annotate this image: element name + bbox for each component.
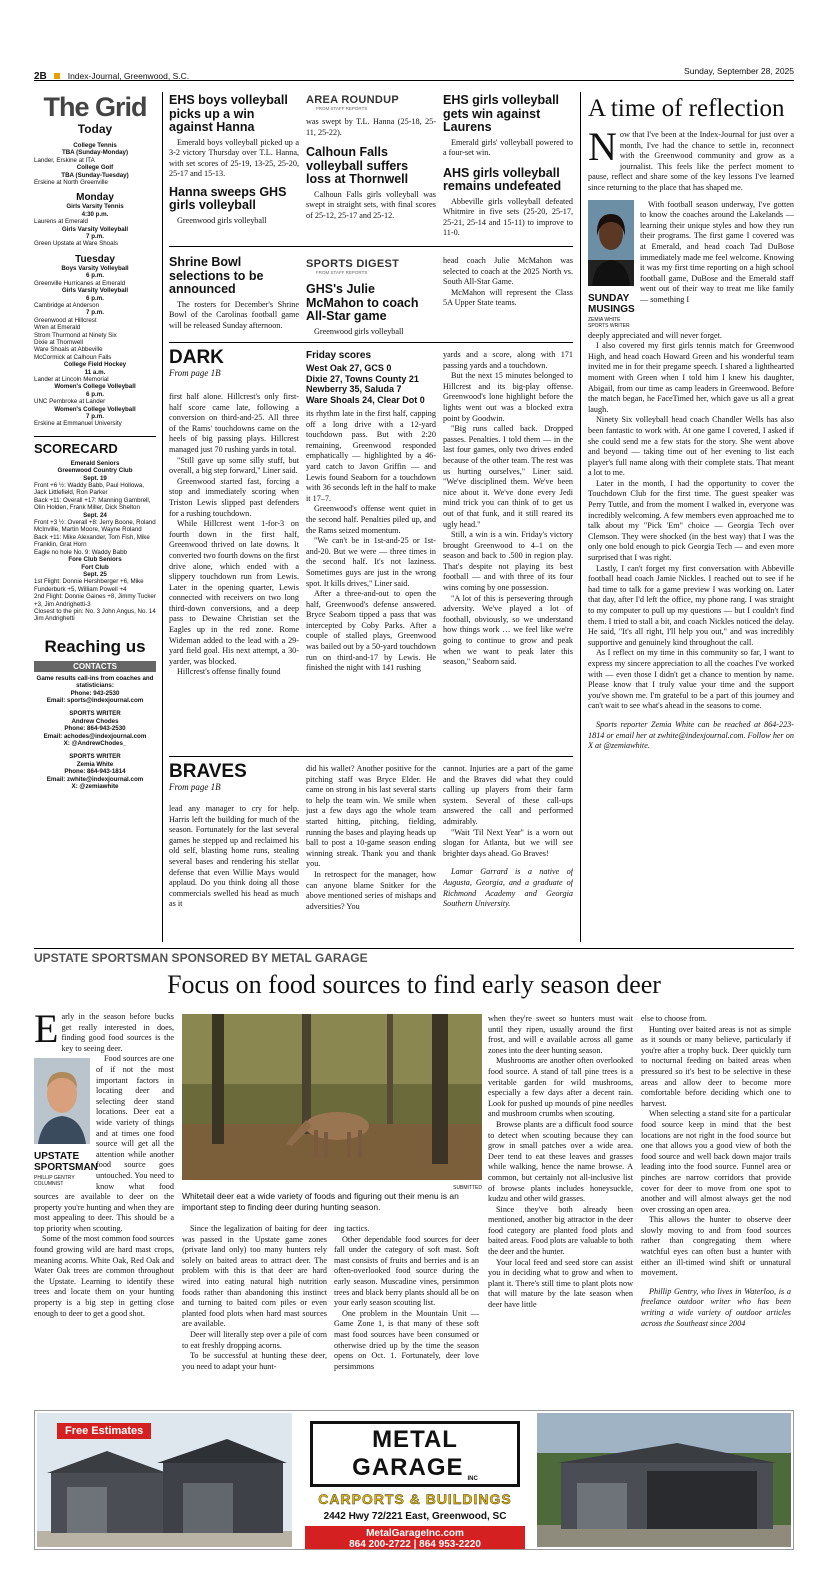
grid-line: College Golf	[76, 164, 114, 172]
column-article	[588, 94, 794, 942]
grid-line: Cambridge at Anderson	[34, 301, 100, 309]
braves-col-3	[443, 764, 573, 942]
grid-line: Lander at Lincoln Memorial	[34, 375, 109, 383]
ad-website-link[interactable]: MetalGarageInc.com	[366, 1528, 464, 1539]
brand-logo	[310, 1421, 520, 1487]
digest-headline-1: Shrine Bowl selections to be announced	[169, 256, 264, 296]
grid-line: Tuesday	[75, 253, 115, 265]
dark-title: DARK	[169, 348, 224, 368]
roundup-text-5: Abbeville girls volleyball defeated Whitmire in five sets (25-20, 25-17, 25-21, 25-14 and 15-11) to improve to 11-0.	[443, 196, 573, 238]
upstate-paragraph: This allows the hunter to observe deer slowly moving to and from food sources rather than congregating them where watchful eyes can often bust a hunter with either an ill-timed wind shift or unnatural movement.	[641, 1215, 791, 1278]
upstate-banner: UPSTATE SPORTSMAN SPONSORED BY METAL GARAGE	[34, 951, 368, 965]
braves-paragraph: lead any manager to cry for help. Harris left the building for much of the season. Fortunately for the last several games he stepped up and reclaimed his old self, blasting home runs, stealing several bases and rendering his stellar defense that even Willie Mays would applaud. Do you think doing all those commercials swelled his head as much as it	[169, 804, 299, 909]
free-estimates-badge: Free Estimates	[57, 1423, 151, 1439]
dark-paragraph: But the next 15 minutes belonged to Hillcrest and its big-play offense. Greenwood's lone highlight before the lights went out was a blocked extra point by Goodwin.	[443, 371, 573, 423]
grid-line: 7 p.m.	[86, 413, 104, 420]
grid-line: 6 p.m.	[86, 294, 104, 302]
dark-paragraph: "A lot of this is persevering through adversity. We've played a lot of football, obviously, so we understand how things work … we feel like we're going to continue to grow and peak when we want to peak later this season," Seaborn said.	[443, 593, 573, 667]
scorecard-line: Front +6 ½: Waddy Babb, Paul Hollowa, Jack Littlefield, Ron Parker	[34, 482, 144, 497]
deer-photo	[182, 1014, 482, 1180]
column-paragraph: Later in the month, I had the opportunity to cover the Touchdown Club for the first time. The guest speaker was Perry Tuttle, and from the moment I walked in, everyone was incredibly welcoming. A few members even approached me to talk about my "Pick 'Em" choice — Georgia Tech over Clemson. They were shocked (in the best way) that I was the only one bold enough to pick Georgia Tech — and even more surprised that I was right.	[588, 478, 794, 563]
zemia-white-photo	[588, 200, 634, 286]
upstate-col-5	[641, 1014, 791, 1400]
digest-text-1: The rosters for December's Shrine Bowl of the Carolinas football game will be released Sunday afternoon.	[169, 299, 299, 330]
contact-line: Email: achodes@indexjournal.com	[43, 732, 147, 740]
contact-line: Game results call-ins from coaches and statisticians:	[36, 674, 154, 690]
ad-tagline: CARPORTS & BUILDINGS	[318, 1491, 512, 1507]
braves-jump: From page 1B	[169, 782, 221, 792]
roundup-sublabel: FROM STAFF REPORTS	[316, 106, 368, 111]
grid-line: Women's College Volleyball	[54, 383, 136, 391]
score-line: West Oak 27, GCS 0	[306, 363, 392, 373]
braves-title: BRAVES	[169, 762, 247, 782]
digest-text-4: McMahon will represent the Class 5A Upper State teams.	[443, 287, 573, 308]
brand-name: METAL GARAGE	[352, 1426, 464, 1481]
braves-paragraph: cannot. Injuries are a part of the game and the Braves did what they could calling up players from their farm system. Several of these call-ups answered the call and performed admirably.	[443, 764, 573, 826]
grid-line: Boys Varsity Volleyball	[61, 264, 129, 272]
grid-line: Girls Varsity Volleyball	[61, 287, 129, 295]
digest-text-3: head coach Julie McMahon was selected to coach at the 2025 North vs. South All-Star Game.	[443, 256, 573, 287]
column-paragraph: Lastly, I can't forget my first conversation with Abbeville football head coach Jamie Nickles. I reached out to see if he had time to talk for a game preview I was working on. Later that day, after I'd left the office, my phone rang. I was straight to my computer to pull up my questions — but I couldn't find them. I tried to stall a bit, and coach Nickles noticed the delay. He said, "It's all right, I'll help you out," and was incredibly supportive and genuinely kind throughout the call.	[588, 563, 794, 647]
upstate-col-4	[488, 1014, 633, 1400]
contacts-list	[34, 675, 156, 791]
ad-center	[297, 1413, 533, 1550]
grid-line: Wren at Emerald	[34, 324, 81, 332]
dark-paragraph: Hillcrest's offense finally found	[177, 667, 281, 677]
upstate-paragraph: ing tactics.	[334, 1224, 370, 1233]
phillip-gentry-photo	[34, 1058, 90, 1144]
page-number: 2B	[34, 71, 47, 80]
scorecard-line: Sept. 19	[83, 474, 107, 482]
digest-headline-2: GHS's Julie McMahon to coach All-Star game	[306, 282, 419, 323]
scores-title: Friday scores	[306, 350, 372, 361]
contact-line: Andrew Chodes	[71, 717, 119, 725]
roundup-col-1	[169, 94, 299, 240]
roundup-text-3: Calhoun Falls girls volleyball was swept in straight sets, with final scores of 25-12, 25-17 and 25-12.	[306, 189, 436, 220]
column-paragraph: Ninety Six volleyball head coach Chandler Wells has also been fantastic to work with. At one game I covered, I asked if she could send me a few stats for the story. She went above and beyond — taking time out of her evening to list each player's full name along with their complete stats. That meant a lot to me.	[588, 415, 794, 478]
mug-label: SUNDAY MUSINGS	[588, 292, 635, 315]
roundup-text-2: Greenwood girls volleyball	[177, 215, 267, 225]
column-wrap-text: With football season underway, I've gotten to know the coaches around the Lakelands —learning their unique styles and how they run their programs. The first game I covered was at Emerald, and head coach Tad DuBose immediately made me feel welcome. Knowing it was my first time reporting on a high school football game, DuBose and the Emerald staff went out of their way to treat me like family — something I	[640, 199, 794, 304]
braves-col-1	[169, 762, 299, 942]
grid-line: 4:30 p.m.	[81, 210, 109, 218]
column-lead	[588, 124, 794, 194]
upstate-lead	[34, 1012, 174, 1054]
roundup-headline-3: Calhoun Falls volleyball suffers loss at Thornwell	[306, 145, 409, 187]
score-line: Dixie 27, Towns County 21	[306, 373, 419, 384]
contacts-bar: CONTACTS	[34, 661, 156, 672]
building-photo-right	[537, 1413, 791, 1547]
score-line: Ware Shoals 24, Clear Dot 0	[306, 394, 425, 405]
upstate-mug-label: UPSTATE SPORTSMAN	[34, 1151, 98, 1174]
grid-line: College Field Hockey	[63, 361, 127, 369]
scorecard-line: Sept. 24	[83, 511, 107, 519]
digest-label: SPORTS DIGEST	[306, 258, 400, 270]
contact-line: Phone: 864-943-2530	[64, 725, 126, 733]
grid-line: Monday	[76, 192, 114, 204]
grid-schedule	[34, 142, 156, 428]
contact-line: SPORTS WRITER	[69, 753, 121, 761]
roundup-col-2	[306, 94, 436, 240]
brand-inc: INC	[467, 1476, 478, 1482]
contact-line: Email: zwhite@indexjournal.com	[46, 775, 144, 783]
contact-line: Email: sports@indexjournal.com	[46, 696, 144, 704]
upstate-mug-name: PHILLIP GENTRY	[34, 1175, 75, 1182]
scorecard-line: Back +11: Overall +17: Manning Gambrell, Olin Holden, Frank Miller, Dick Shelton	[34, 496, 151, 512]
photo-caption: Whitetail deer eat a wide variety of foods and figuring out their menu is an important step to finding deer during hunting season.	[182, 1191, 459, 1212]
grid-line: College Tennis	[73, 142, 117, 149]
braves-paragraph: "Wait 'Til Next Year" is a worn out slogan for Atlanta, but we will see brighter days ahead. Go Braves!	[443, 827, 573, 858]
column-paragraph: As I reflect on my time in this community so far, I want to express my sincere appreciation to all the coaches I've worked with — even those I didn't get a chance to mention by name. Please know that I truly value your time and the support you've shown me. I'm grateful to be a part of this journey and can't wait to see what's ahead in the seasons to come.	[588, 648, 794, 711]
grid-line: Ware Shoals at Abbeville	[34, 346, 103, 354]
scorecard-line: Front +3 ½: Overall +8: Jerry Boone, Roland McInville, Martin Moore, Wayne Roland	[34, 519, 156, 534]
grid-line: TBA (Sunday-Tuesday)	[61, 171, 129, 179]
scorecard-line: Emerald Seniors	[70, 459, 120, 467]
dark-paragraph: "Still gave up some silly stuff, but overall, a big step forward," Liner said.	[169, 455, 299, 476]
dark-paragraph: "Big runs called back. Dropped passes. Penalties. I told them — in the last four games, only two drives ended because of the other team. The rest was us hurting ourselves," Liner said. "We've disciplined them. We've been nice about it. We've done every Jedi mind trick you can think of to get us out of that funk, and it still reared its ugly head."	[443, 424, 573, 529]
upstate-mug-role: COLUMNIST	[34, 1181, 64, 1188]
grid-line: Laurens at Emerald	[34, 218, 88, 226]
upstate-paragraph: When selecting a stand site for a particular food source keep in mind that the best locations are not right in the food source but one that allows you a good view of both the food source and well back down major trails leading into the food source. Funnel area or pinches are narrow corridors that provide cover for deer to move from one spot to another and will almost always get the nod over crossing an open area.	[641, 1109, 791, 1214]
upstate-lead-text: arly in the season before bucks get really interested in does, finding good food sources is the key to seeing deer.	[61, 1012, 174, 1053]
grid-today: Today	[77, 122, 113, 136]
ad-phones: 864 200-2722 | 864 953-2220	[349, 1539, 481, 1550]
scorecard-line: Greenwood Country Club	[57, 467, 133, 475]
ad-address: 2442 Hwy 72/221 East, Greenwood, SC	[323, 1511, 507, 1522]
dark-paragraph: After a three-and-out to open the half, Greenwood's defense answered. Bryce Seaborn tipped a pass that was intercepted by Coby Parks. After a couple of stalled plays, Greenwood was bailed out by a 50-yard touchdown run on third-and-17 by Lewis. He finished the night with 141 rushing	[306, 589, 436, 673]
ad-photo-right	[537, 1413, 791, 1547]
dark-paragraph: yards and a score, along with 171 passing yards and a touchdown.	[443, 350, 573, 370]
dark-paragraph: Greenwood started fast, forcing a stop and immediately scoring when Triston Lewis slipped past defenders for a rushing touchdown.	[169, 476, 299, 518]
roundup-text-1: Emerald boys volleyball picked up a 3-2 victory Thursday over T.L. Hanna, with set scores of 25-19, 13-25, 25-20, 25-17 and 15-13.	[169, 137, 299, 179]
scorecard-line: 2nd Flight: Donnie Gaines +8, Jimmy Tucker +3, Jim Andrighetti-3	[34, 593, 156, 608]
grid-line: Erskine at North Greenville	[34, 179, 108, 187]
digest-sublabel: FROM STAFF REPORTS	[316, 270, 368, 275]
upstate-paragraph: else to choose from.	[641, 1014, 707, 1023]
column-title: A time of reflection	[588, 95, 785, 122]
scorecard-title: SCORECARD	[34, 436, 156, 456]
upstate-mug	[34, 1058, 98, 1188]
grid-line: Women's College Volleyball	[54, 405, 136, 413]
column-mug	[588, 200, 634, 329]
digest-col-3	[443, 256, 573, 340]
grid-line: McCormick at Calhoun Falls	[34, 353, 112, 361]
dark-paragraph: While Hillcrest went 1-for-3 on fourth down in the first half, Greenwood thrived on late downs. It converted two fourth downs on the first drive alone, which ended with a slippery touchdown run from Lewis. Later in the opening quarter, Lewis connected with receivers on two long third-down conversions, and a deep pass to Dewaine Christian set the Eagles up in the red zone. Rome Wideman added to the lead with a 29-yard field goal. His next attempt, a 30-yarder, was blocked.	[169, 519, 299, 666]
page-date: Sunday, September 28, 2025	[684, 66, 794, 76]
dark-paragraph: Greenwood's offense went quiet in the second half. Penalties piled up, and the Rams seized momentum.	[306, 504, 436, 535]
column-dropcap: N	[588, 124, 617, 169]
sidebar	[34, 92, 156, 942]
upstate-paragraph: Since the legalization of baiting for deer was passed in the Upstate game zones (private land only) too many hunters rely solely on baited areas to attract deer. The problem with this is that deer are hard wired into eating natural high nutrition foods rather than abandoning this instinct and turning to baited corn piles or even planted food plots when hard mast sources are available.	[182, 1224, 327, 1329]
contact-line: Phone: 864-943-1814	[64, 768, 126, 776]
ad-contact-box[interactable]	[305, 1526, 525, 1550]
metal-garage-ad	[34, 1410, 794, 1550]
scorecard-line: Fort Club	[81, 563, 109, 571]
braves-col-2	[306, 764, 436, 942]
grid-line: Greenville Hurricanes at Emerald	[34, 279, 126, 287]
braves-paragraph: did his wallet? Another positive for the pitching staff was Bryce Elder. He came on strong in his last several starts to help the team win. We smile when just a few days ago the whole team started hitting, pitching, fielding, running the bases and playing heads up ball to post a 10-game season ending winning streak. Thank you and thank you.	[306, 764, 436, 869]
grid-line: Girls Varsity Tennis	[66, 203, 124, 211]
contact-line: X: @AndrewChodes_	[63, 740, 127, 747]
grid-line: Green Upstate at Ware Shoals	[34, 240, 119, 248]
grid-line: Girls Varsity Volleyball	[61, 225, 129, 233]
grid-line: Strom Thurmond at Ninety Six	[34, 331, 117, 339]
dark-paragraph: first half alone. Hillcrest's only first-half score came late, following a conversion on third-and-25. All three of the Rams' touchdowns came on the heels of big passing plays. Hillcrest managed just 70 rushing yards in total.	[169, 392, 299, 454]
grid-line: 6 p.m.	[86, 272, 104, 280]
upstate-paragraph: One problem in the Mountain Unit — Game Zone 1, is that many of these soft mast food sources have been consumed or otherwise dried up by the time the season opens on Oct. 1. Fortunately, deer love persimmons	[334, 1308, 479, 1371]
column-tagline: Sports reporter Zemia White can be reached at 864-223-1814 or email her at zwhite@indexjournal.com. Follow her on X at @zemiawhite.	[588, 719, 794, 751]
contact-line: X: @zemiawhite	[71, 783, 119, 791]
upstate-paragraph: Deer will literally step over a pile of corn to eat freshly dropping acorns.	[182, 1329, 327, 1350]
column-paragraph: I also covered my first girls tennis match for Greenwood High, and head coach Howard Green and his wonderful team invited me in for their pregame speech. I shared a lighthearted moment with Green when I told him I knew his daughter, Abigail, from our time as camp leaders in Greenwood. Before the match began, he FaceTimed her, which gave us all a great laugh.	[588, 341, 794, 414]
upstate-paragraph: Other dependable food sources for deer fall under the category of soft mast. Soft mast consists of fruits and berries and is an often-overlooked food source during the early season. Muscadine vines, persimmon trees and black berry plants should all be on your early season scouting list.	[334, 1234, 479, 1308]
upstate-paragraph: Hunting over baited areas is not as simple as it sounds or many believe, particularly if you're after a trophy buck. Deer quickly turn to nocturnal feeding on baited areas when pressured so it's best to be selective in these areas and allow deer to become more comfortable before deciding which one to harvest.	[641, 1024, 791, 1108]
grid-line: Dixie at Thornwell	[34, 338, 84, 346]
roundup-label: AREA ROUNDUP	[306, 94, 400, 106]
upstate-paragraph: Mushrooms are another often overlooked food source. A stand of tall pine trees is a veritable garden for wild mushrooms, especially a few days after a decent rain. Look for pushed up mounds of pine needles and mushroom crumbs when scouting.	[488, 1056, 633, 1119]
upstate-paragraph: Food sources are one of if not the most important factors in locating deer and selecting deer stand locations. Deer eat a wide variety of things and at times one food source will get all the attention while another food source goes untouched. You need to know what food sources are available to deer on the property you're hunting and when they are most appealing to deer. This should be a top priority when scouting.	[34, 1054, 174, 1233]
grid-line: Lander, Erskine at ITA	[34, 156, 95, 164]
grid-title: The Grid	[43, 92, 147, 122]
dark-paragraph: "We can't be in 1st-and-25 or 1st-and-20. But we were — three times in the second half. It's not laziness. Sometimes guys are just in the wrong spot. It kills drives," Liner said.	[306, 536, 436, 588]
roundup-col-3	[443, 94, 573, 240]
column-lead-text: ow that I've been at the Index-Journal for just over a month, I've had the chance to settle in, reconnect with the Greenwood community and grow as a journalist. This feels like the perfect moment to pause, reflect and share some of the key lessons I've learned since returning to the place that has shaped me.	[588, 130, 794, 192]
grid-line: 11 a.m.	[84, 368, 106, 376]
header-square-icon	[54, 73, 60, 79]
grid-line: TBA (Sunday-Monday)	[61, 149, 129, 157]
dark-paragraph: its rhythm late in the first half, capping off a long drive with a 12-yard touchdown pass. But with 2:20 remaining, Greenwood responded emphatically — highlighted by a 46-yard catch to Javon Griffin — and Lewis found Seaborn for a touchdown with 36 seconds left in the half to make it 17–7.	[306, 409, 436, 503]
roundup-headline-4: EHS girls volleyball gets win against Laurens	[443, 94, 560, 134]
roundup-headline-5: AHS girls volleyball remains undefeated	[443, 165, 562, 194]
page-header	[34, 66, 794, 80]
grid-line: UNC Pembroke at Lander	[34, 398, 106, 406]
upstate-paragraph: when they're sweet so hunters must wait until they ripen, usually around the first frost, and will e available across all game zones into the deer hunting season.	[488, 1014, 633, 1055]
digest-text-2: Greenwood girls volleyball	[314, 326, 404, 336]
dark-paragraph: Still, a win is a win. Friday's victory brought Greenwood to 4–1 on the season and back to .500 in region play. That's despite not playing its best football — and with three of its four wins coming by one possession.	[443, 530, 573, 593]
paper-name: Index-Journal, Greenwood, S.C.	[67, 71, 190, 80]
grid-line: Erskine at Emmanuel University	[34, 420, 122, 428]
scores-list	[306, 363, 436, 405]
digest-col-1	[169, 256, 299, 340]
score-line: Newberry 35, Saluda 7	[306, 384, 402, 394]
braves-tagline: Lamar Garrard is a native of Augusta, Georgia, and a graduate of Richmond Academy and Georgia Southern University.	[443, 867, 573, 909]
upstate-tagline: Phillip Gentry, who lives in Waterloo, is a freelance outdoor writer who has been writing a wide variety of outdoor articles across the Southeast since 2004	[641, 1286, 791, 1328]
scorecard-line: Sept. 25	[83, 570, 107, 578]
mug-name: ZEMIA WHITE	[588, 316, 621, 323]
dark-jump: From page 1B	[169, 368, 221, 378]
grid-line: 7 p.m.	[86, 309, 104, 317]
roundup-text-4: Emerald girls' volleyball powered to a four-set win.	[443, 137, 573, 158]
dark-col-1	[169, 348, 299, 750]
digest-col-2	[306, 258, 436, 340]
upstate-title: Focus on food sources to find early season deer	[167, 970, 661, 999]
upstate-paragraph: Since they've both already been mentioned, another big attractor in the deer food category are planted food plots and baited areas. Food plots are valuable to both the deer and the hunter.	[488, 1204, 633, 1257]
grid-line: Greenwood at Hillcrest	[34, 316, 97, 324]
scorecard-line: Closest to the pin: No. 3 John Angus, No. 14 Jim Andrighetti	[34, 607, 156, 623]
roundup-text-cont: was swept by T.L. Hanna (25-18, 25-11, 25-22).	[306, 117, 436, 137]
upstate-paragraph: Some of the most common food sources found growing wild are hard mast crops, meaning acorns. White Oak, Red Oak and Water Oak trees are common throughout the Upstate. Learning to identify these trees and locate them on your hunting property is a big step in getting close enough to deer to get a good shot.	[34, 1234, 174, 1318]
dark-col-2	[306, 350, 436, 750]
upstate-col-3	[334, 1224, 479, 1400]
grid-line: 6 p.m.	[86, 390, 104, 398]
photo-credit: SUBMITTED	[453, 1185, 482, 1191]
dark-col-3	[443, 350, 573, 750]
contact-line: SPORTS WRITER	[69, 710, 121, 718]
upstate-col-1	[34, 1012, 174, 1402]
upstate-col-2	[182, 1224, 327, 1400]
contact-line: Zemia White	[76, 760, 114, 768]
upstate-paragraph: Your local feed and seed store can assist you in deciding what to grow and when to plant it. There's still time to plant plots now that will mature by the late season when deer have little	[488, 1257, 633, 1310]
scorecard-list	[34, 460, 156, 623]
roundup-headline-2: Hanna sweeps GHS girls volleyball	[169, 184, 287, 213]
ad-photo-left	[37, 1413, 292, 1547]
upstate-paragraph: To be successful at hunting these deer, you need to adapt your hunt-	[182, 1351, 327, 1371]
braves-paragraph: In retrospect for the manager, how can anyone blame Snitker for the above mentioned series of mishaps and adversities? You	[306, 869, 436, 911]
grid-line: 7 p.m.	[86, 233, 104, 241]
scorecard-line: 1st Flight: Donnie Hershberger +6, Mike Funderburk +5, William Powell +4	[34, 578, 144, 593]
scorecard-line: Back +11: Mike Alexander, Tom Fish, Mike Franklin, Grat Horn	[34, 533, 150, 549]
contact-line: Phone: 943-2530	[70, 689, 120, 697]
reaching-title: Reaching us	[44, 636, 146, 656]
scorecard-line: Fore Club Seniors	[68, 556, 122, 564]
deer-photo-block	[182, 1014, 482, 1220]
upstate-dropcap: E	[34, 1012, 59, 1051]
roundup-headline-1: EHS boys volleyball picks up a win against Hanna	[169, 94, 288, 134]
scorecard-line: Eagle no hole No. 9: Waddy Babb	[34, 548, 127, 556]
column-paragraph: deeply appreciated and will never forget.	[588, 330, 722, 340]
mug-role: SPORTS WRITER	[588, 322, 630, 329]
upstate-paragraph: Browse plants are a difficult food source to detect when scouting because they can grow in small patches over a wide area. Deer tend to eat these leaves and grasses while walking, hence the name browse. A common, but certainly not all-inclusive list of browse plants includes honeysuckle, kudzu and other wild grasses.	[488, 1119, 633, 1204]
